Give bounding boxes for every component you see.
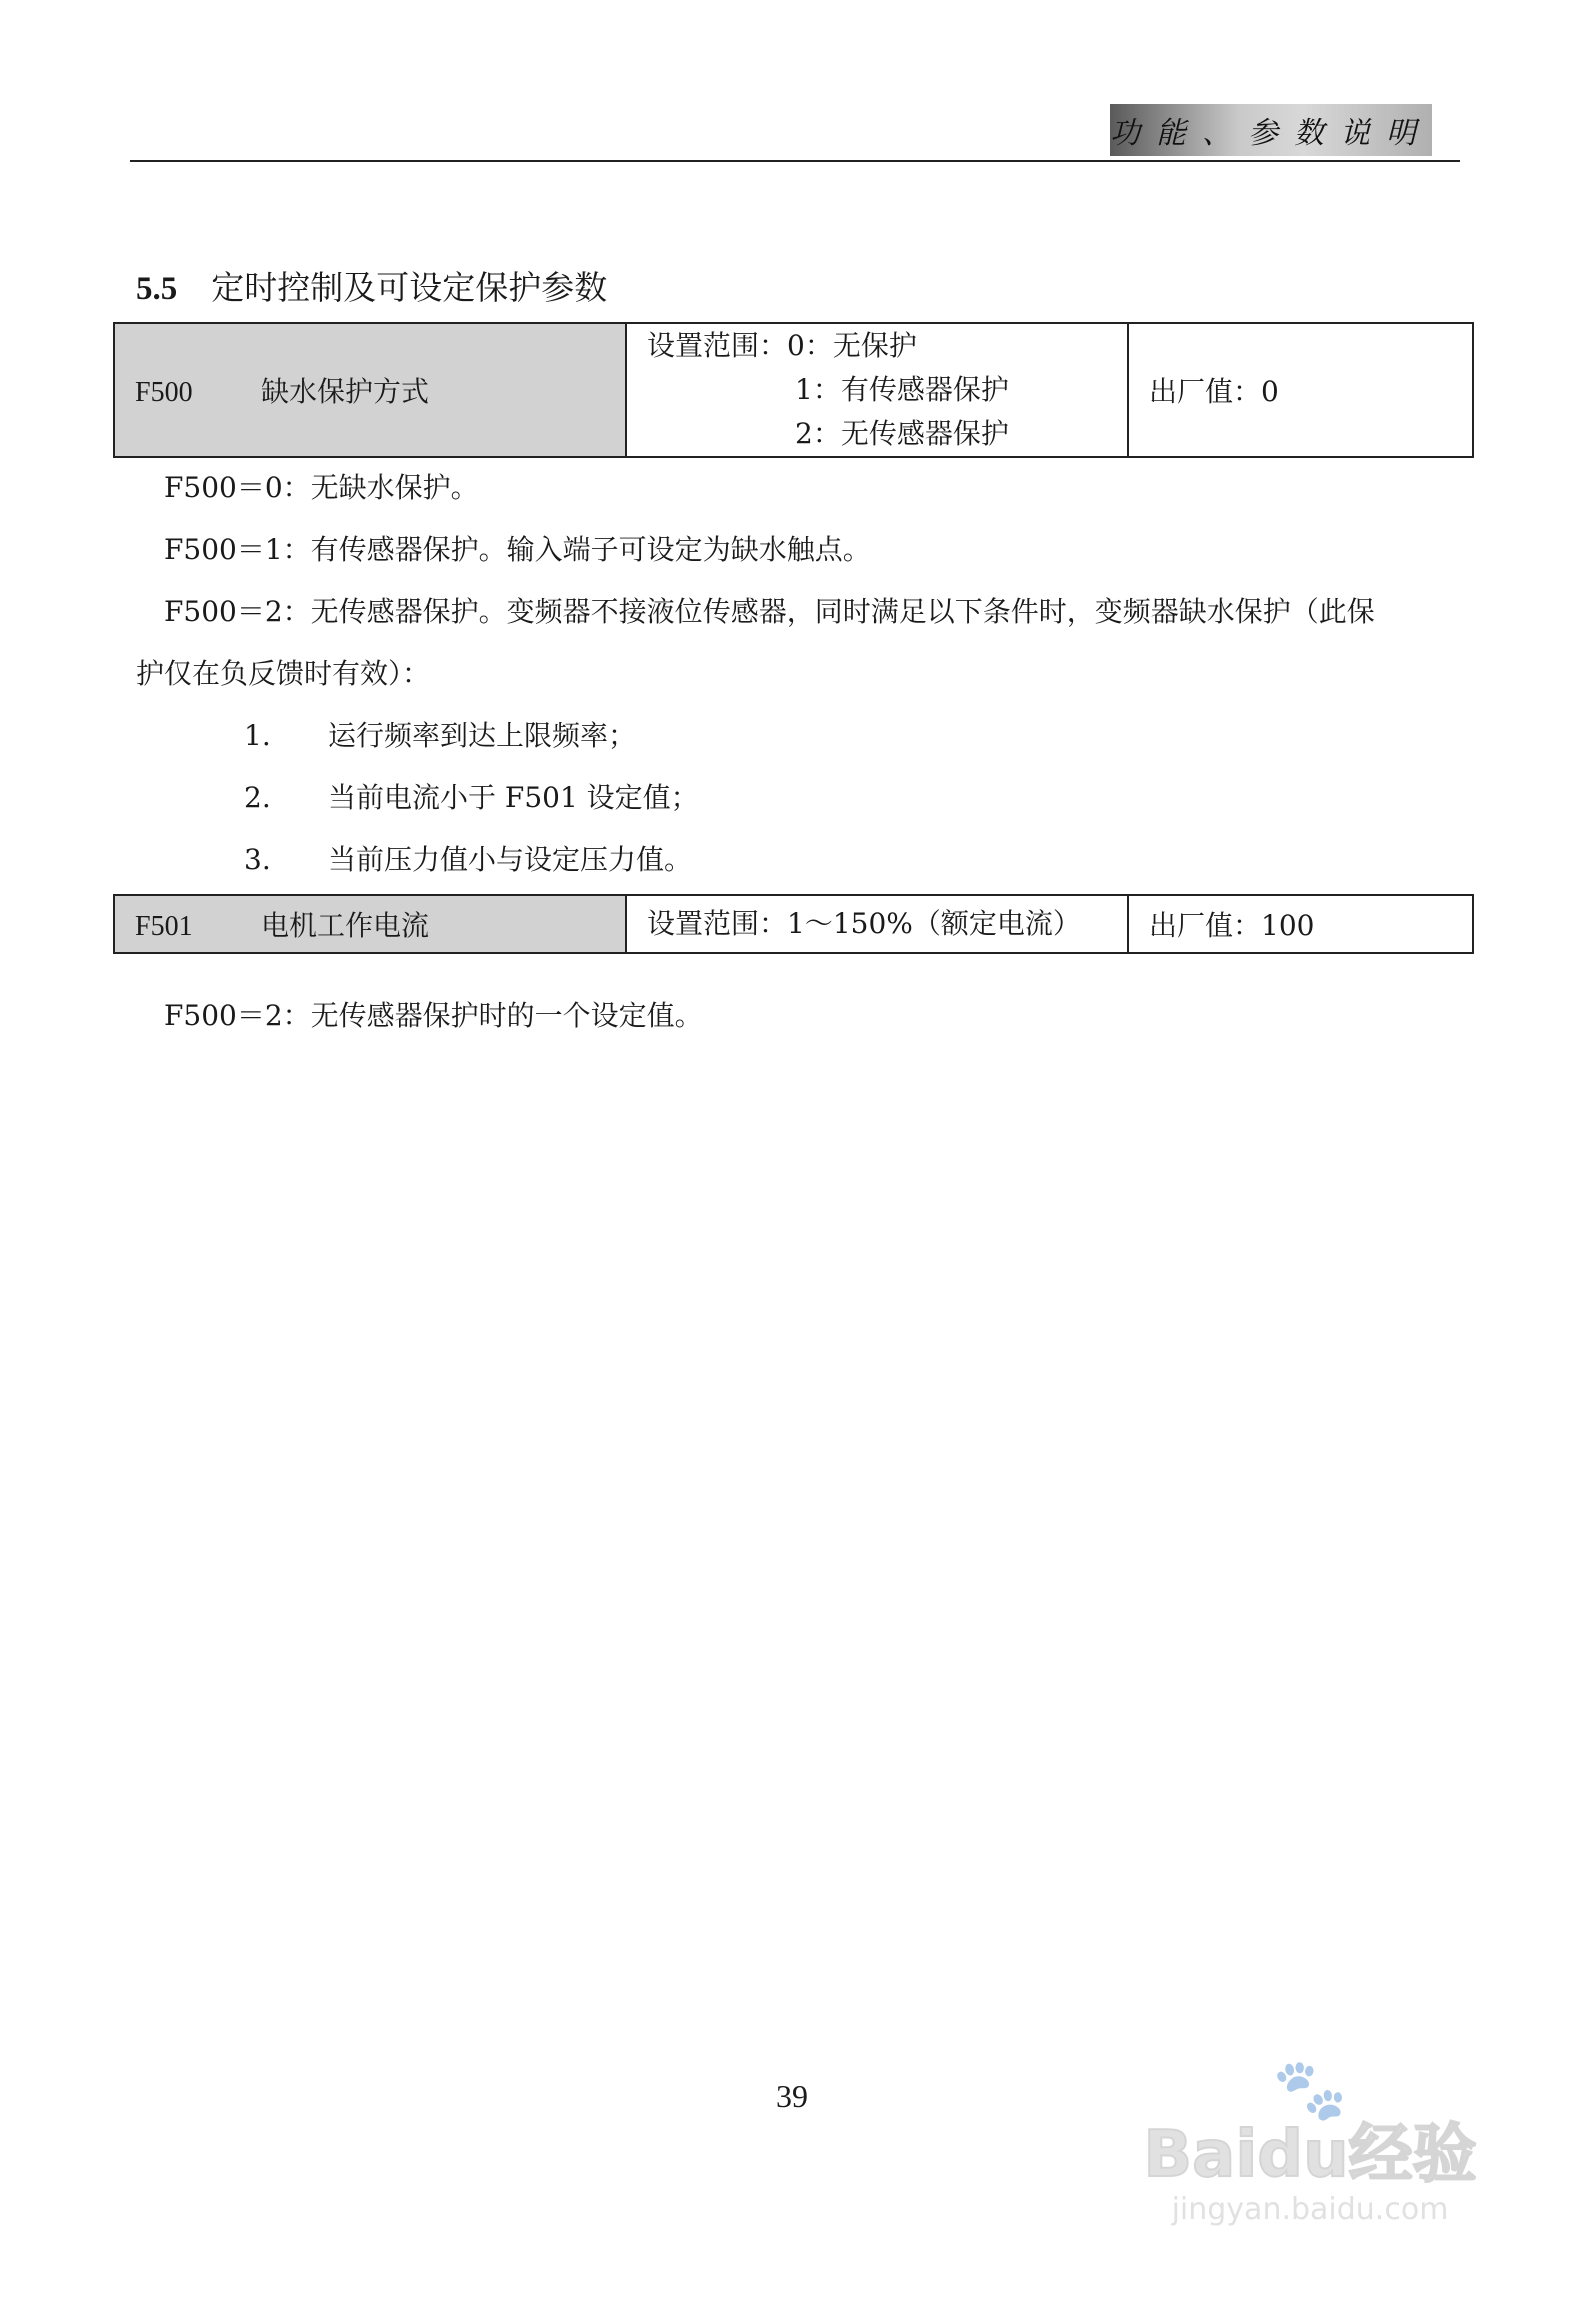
list-item	[244, 776, 699, 820]
section-title-text: 定时控制及可设定保护参数	[211, 268, 608, 307]
param-default: 出厂值：100	[1149, 909, 1315, 942]
param-range-line: 2：无传感器保护	[795, 417, 1009, 450]
list-item	[244, 714, 636, 758]
param-range-cell	[626, 895, 1128, 953]
list-text: 当前压力值小与设定压力值。	[328, 843, 693, 876]
paw-icon: 🐾	[1272, 2055, 1348, 2125]
param-name-cell	[114, 895, 626, 953]
paragraph: F500＝1：有传感器保护。输入端子可设定为缺水触点。	[164, 533, 871, 566]
param-range-line: 设置范围：0：无保护	[647, 329, 917, 362]
baidu-watermark	[1120, 2055, 1500, 2260]
param-code: F501	[135, 911, 193, 942]
list-text: 当前电流小于 F501 设定值；	[328, 781, 699, 814]
param-name: 电机工作电流	[261, 909, 430, 942]
paragraph: 护仅在负反馈时有效）：	[136, 657, 431, 690]
paragraph: F500＝0：无缺水保护。	[164, 471, 479, 504]
chapter-tab: 功能、参数说明	[1110, 104, 1432, 156]
param-name: 缺水保护方式	[261, 375, 430, 408]
list-index: 1.	[244, 719, 271, 752]
param-range-cell	[626, 323, 1128, 457]
list-text: 运行频率到达上限频率；	[328, 719, 637, 752]
page-number: 39	[776, 2078, 808, 2114]
param-range-line: 设置范围：1～150%（额定电流）	[647, 907, 1081, 940]
section-title	[136, 262, 607, 309]
watermark-url: jingyan.baidu.com	[1171, 2192, 1449, 2227]
watermark-brand: Baidu经验	[1143, 2118, 1477, 2192]
param-table-f501	[113, 894, 1474, 954]
param-code: F500	[135, 377, 193, 408]
section-number: 5.5	[136, 271, 178, 307]
param-default-cell	[1128, 895, 1473, 953]
paragraph: F500＝2：无传感器保护时的一个设定值。	[164, 999, 703, 1032]
list-index: 3.	[244, 843, 271, 876]
header-rule	[130, 160, 1460, 162]
list-item	[244, 838, 692, 882]
paragraph: F500＝2：无传感器保护。变频器不接液位传感器，同时满足以下条件时，变频器缺水保护（此保	[164, 595, 1375, 628]
param-default-cell	[1128, 323, 1473, 457]
list-index: 2.	[244, 781, 271, 814]
param-default: 出厂值：0	[1149, 375, 1279, 408]
param-table-f500	[113, 322, 1474, 458]
param-name-cell	[114, 323, 626, 457]
param-range-line: 1：有传感器保护	[795, 373, 1009, 406]
